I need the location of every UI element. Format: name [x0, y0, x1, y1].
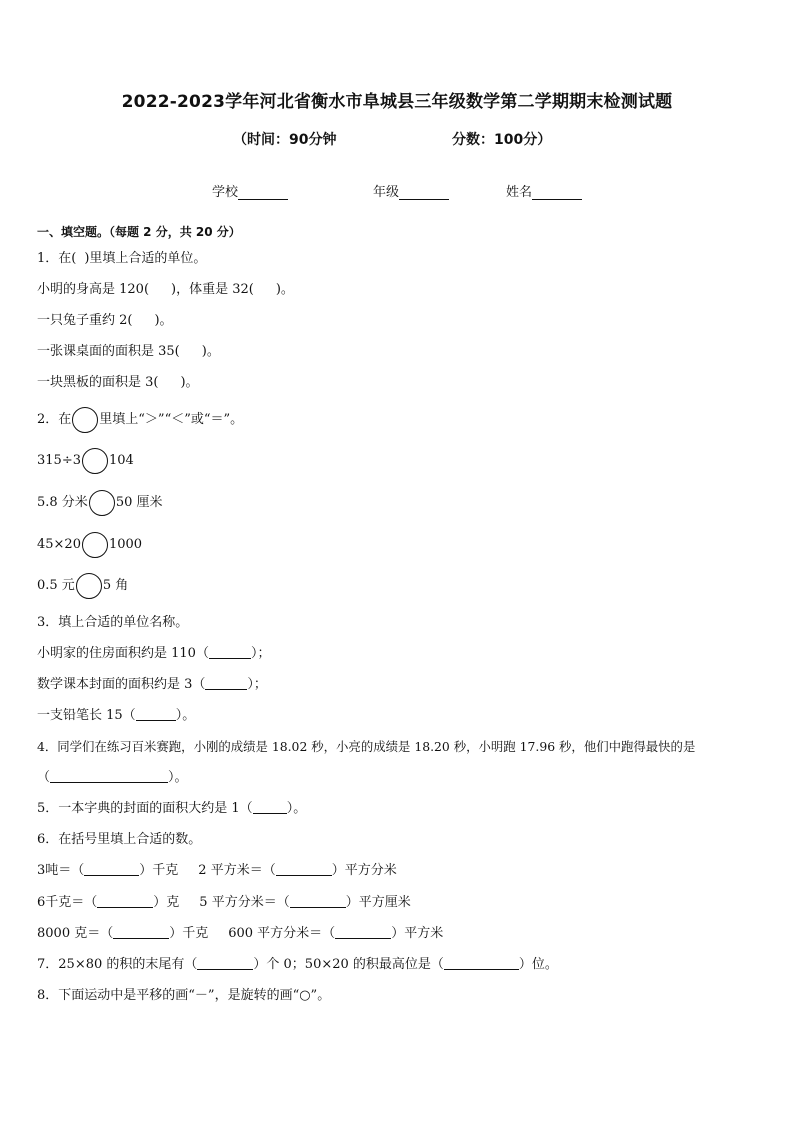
q5-b: ）。	[286, 801, 307, 816]
q6-r1-c: 2 平方米＝（	[198, 863, 276, 878]
q2-r2-b: 50 厘米	[115, 495, 163, 510]
q7-c: ）位。	[518, 957, 558, 972]
q3-l3-a: 一支铅笔长 15（	[37, 708, 136, 723]
q1-l3-b: )。	[201, 344, 220, 359]
q3-l3-b: ）。	[175, 708, 196, 723]
question-4-continuation	[37, 769, 188, 787]
answer-blank[interactable]	[84, 862, 139, 876]
q3-l2-b: ）；	[247, 677, 267, 692]
answer-blank[interactable]	[97, 894, 153, 908]
name-field	[506, 181, 582, 200]
question-8: 8．下面运动中是平移的画“－”，是旋转的画“○”。	[37, 988, 331, 1003]
q1-l1-c: )。	[275, 282, 294, 297]
q1-l1-b: )，体重是 32(	[171, 282, 254, 297]
q6-r3-a: 8000 克＝（	[37, 926, 114, 941]
question-2-row-4	[37, 572, 128, 600]
q1-l2-a: 一只兔子重约 2(	[37, 313, 133, 328]
grade-field	[373, 181, 449, 200]
question-3-stem: 3．填上合适的单位名称。	[37, 615, 189, 630]
q1-stem-a: 1．在(	[37, 251, 77, 266]
question-3-line-2	[37, 676, 267, 694]
question-3-line-1	[37, 645, 270, 663]
q1-l3-a: 一张课桌面的面积是 35(	[37, 344, 180, 359]
q1-l2-b: )。	[154, 313, 173, 328]
question-4-text: 4．同学们在练习百米赛跑，小刚的成绩是 18.02 秒，小亮的成绩是 18.20 秒，小明跑 17.96 秒，他们中跑得最快的是	[37, 739, 696, 754]
answer-blank[interactable]	[197, 956, 253, 970]
question-3-line-3	[37, 707, 195, 725]
question-1-stem	[37, 250, 206, 268]
question-6-stem: 6．在括号里填上合适的数。	[37, 832, 202, 847]
q3-l1-b: ）；	[250, 646, 271, 661]
answer-circle-icon[interactable]	[82, 448, 108, 474]
question-1-line-1	[37, 281, 294, 299]
answer-blank[interactable]	[253, 800, 287, 814]
q1-stem-b: )里填上合适的单位。	[84, 251, 207, 266]
q3-l1-a: 小明家的住房面积约是 110（	[37, 646, 209, 661]
q3-l2-a: 数学课本封面的面积约是 3（	[37, 677, 206, 692]
question-1-line-2	[37, 312, 173, 330]
q6-r3-d: ）平方米	[391, 926, 444, 941]
answer-blank[interactable]	[209, 645, 251, 659]
q2-stem-a: 2．在	[37, 412, 72, 427]
q2-r1-a: 315÷3	[37, 453, 81, 468]
school-blank	[238, 185, 288, 200]
q2-r3-b: 1000	[108, 537, 143, 552]
question-6-row-2	[37, 894, 411, 912]
q6-r2-d: ）平方厘米	[345, 895, 411, 910]
q6-r3-c: 600 平方分米＝（	[228, 926, 336, 941]
school-field	[212, 181, 288, 200]
exam-time: （时间：90分钟	[233, 132, 337, 148]
answer-blank[interactable]	[136, 707, 176, 721]
q6-r2-a: 6千克＝（	[37, 895, 98, 910]
q6-r1-d: ）平方分米	[331, 863, 397, 878]
name-label: 姓名	[506, 185, 533, 200]
q6-r1-a: 3吨＝（	[37, 863, 85, 878]
answer-blank[interactable]	[290, 894, 346, 908]
q1-l4-b: )。	[180, 375, 199, 390]
answer-circle-icon[interactable]	[76, 573, 102, 599]
q6-r3-b: ）千克	[169, 926, 209, 941]
q2-stem-b: 里填上“＞”“＜”或“＝”。	[99, 412, 244, 427]
answer-circle-icon[interactable]	[82, 532, 108, 558]
q2-r1-b: 104	[108, 453, 134, 468]
question-2-row-2	[37, 489, 163, 517]
grade-label: 年级	[373, 185, 400, 200]
question-1-line-3	[37, 343, 220, 361]
question-2-stem	[37, 406, 243, 434]
section-heading: 一、填空题。（每题 2 分，共 20 分）	[37, 225, 241, 239]
q7-a: 7．25×80 的积的末尾有（	[37, 957, 198, 972]
question-6-row-3	[37, 925, 443, 943]
question-6-row-1	[37, 862, 397, 880]
page-title: 2022-2023学年河北省衡水市阜城县三年级数学第二学期期末检测试题	[121, 92, 673, 112]
question-7	[37, 956, 558, 974]
answer-blank[interactable]	[335, 925, 391, 939]
q6-r1-b: ）千克	[139, 863, 179, 878]
question-1-line-4	[37, 374, 199, 392]
q4-cont-a: （	[37, 770, 51, 785]
answer-blank[interactable]	[50, 769, 168, 783]
school-label: 学校	[212, 185, 239, 200]
answer-blank[interactable]	[205, 676, 247, 690]
q6-r2-b: ）克	[153, 895, 180, 910]
grade-blank	[399, 185, 449, 200]
q2-r4-b: 5 角	[102, 578, 129, 593]
q2-r4-a: 0.5 元	[37, 578, 75, 593]
exam-score: 分数：100分）	[452, 132, 552, 148]
question-2-row-1	[37, 447, 134, 475]
q7-b: ）个 0；50×20 的积最高位是（	[253, 957, 444, 972]
question-5	[37, 800, 306, 818]
q4-cont-b: ）。	[168, 770, 188, 785]
answer-circle-icon[interactable]	[89, 490, 115, 516]
q1-l4-a: 一块黑板的面积是 3(	[37, 375, 159, 390]
answer-blank[interactable]	[276, 862, 332, 876]
q1-l1-a: 小明的身高是 120(	[37, 282, 150, 297]
answer-blank[interactable]	[113, 925, 169, 939]
compare-circle-icon	[72, 407, 98, 433]
name-blank	[532, 185, 582, 200]
q5-a: 5．一本字典的封面的面积大约是 1（	[37, 801, 253, 816]
q2-r2-a: 5.8 分米	[37, 495, 88, 510]
q6-r2-c: 5 平方分米＝（	[199, 895, 290, 910]
answer-blank[interactable]	[444, 956, 519, 970]
question-2-row-3	[37, 531, 142, 559]
q2-r3-a: 45×20	[37, 537, 81, 552]
